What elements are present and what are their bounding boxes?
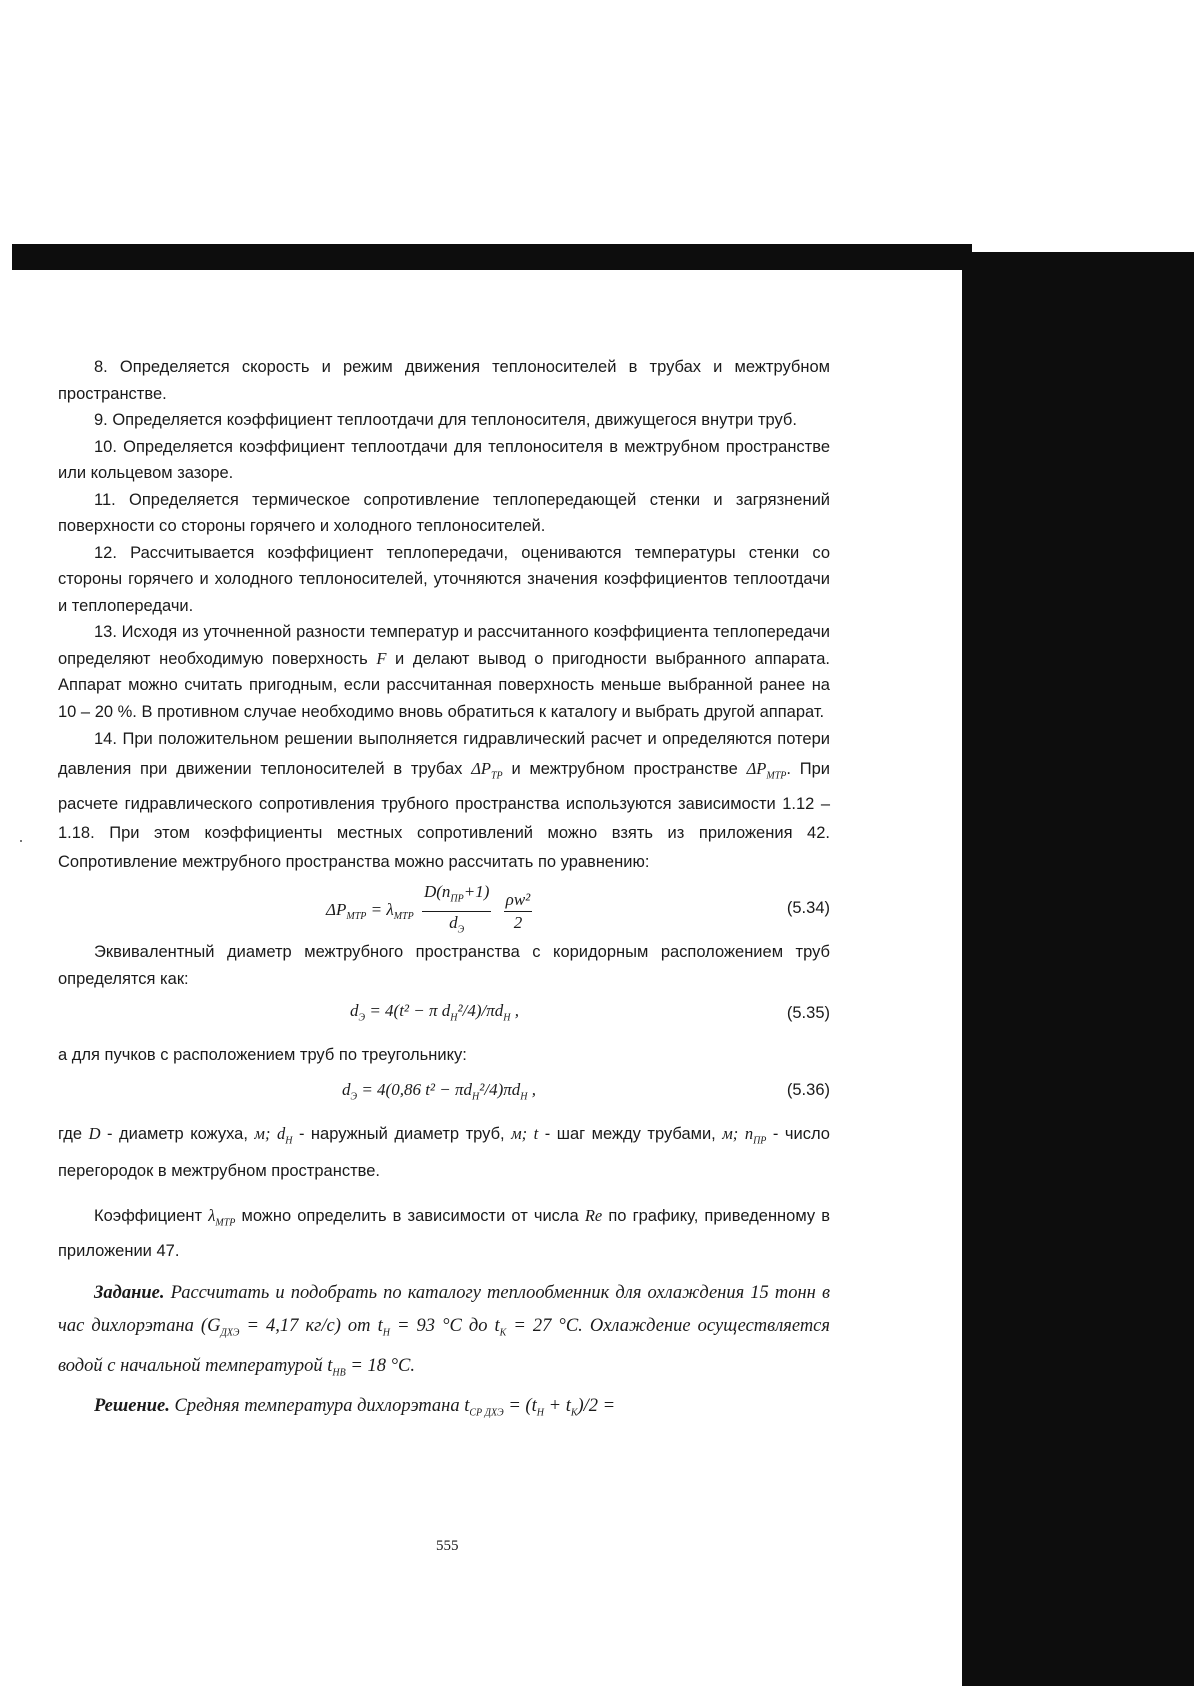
page-content xyxy=(58,354,830,1429)
fraction-d-npr: $\frac{D(n_{ПР}+1)}{d_Э}$ xyxy=(423,882,490,936)
paragraph-14: 14. При положительном решении выполняется гидравлический расчет и определяются потери давления при движении теплоносителей в трубах $\Delta P_{ТР}$ и межтрубном пространстве $\Delta P_{МТР}$. При расчете гидравлического сопротивления трубного пространства используются зависимости 1.12 – 1.18. При этом коэффициенты местных сопротивлений можно взять из приложения 42. Сопротивление межтрубного пространства можно рассчитать по уравнению: xyxy=(58,730,830,872)
scan-border-top xyxy=(12,244,972,270)
paragraph-10: 10. Определяется коэффициент теплоотдачи для теплоносителя в межтрубном пространстве или кольцевом зазоре. xyxy=(58,437,830,482)
paragraph-equivalent-diameter: Эквивалентный диаметр межтрубного пространства с коридорным расположением труб определятся как: xyxy=(58,943,830,988)
solution-paragraph: Решение. Средняя температура дихлорэтана $t_{СР ДХЭ} = (t_Н + t_К)/2$ = xyxy=(94,1395,616,1419)
paragraph-coefficient: Коэффициент $\lambda_{МТР}$ можно определить в зависимости от числа Re по графику, приведенному в приложении 47. xyxy=(58,1206,830,1261)
page-number: 555 xyxy=(436,1538,459,1554)
formula-5-36: $d_Э = 4(0,86$ $t^2 - \pi d_Н^2/4)\pi d_Н$ , (5.36) xyxy=(58,1069,830,1115)
equation-number-5-35: (5.35) xyxy=(786,1004,830,1023)
fraction-rho-w: $\frac{\text{ρw²}}{2}$ xyxy=(505,889,531,932)
paragraph-triangle: а для пучков с расположением труб по треугольнику: xyxy=(58,1046,467,1065)
scan-border-right xyxy=(962,252,1194,1686)
formula-5-34: $\Delta P_{МТР} = \lambda_{МТР}$ $\frac{D(n_{ПР}+1)}{d_Э}$ $\frac{\text{ρw²}}{2}$ (5.34) xyxy=(58,877,830,939)
task-label: Задание. xyxy=(94,1283,165,1304)
equation-number-5-36: (5.36) xyxy=(786,1080,830,1099)
paragraph-9: 9. Определяется коэффициент теплоотдачи для теплоносителя, движущегося внутри труб. xyxy=(94,411,797,429)
paragraph-8: 8. Определяется скорость и режим движения теплоносителей в трубах и межтрубном пространстве. xyxy=(58,358,830,403)
variable-dp-tr: $\Delta P_{ТР}$ xyxy=(471,759,503,782)
paragraph-12: 12. Рассчитывается коэффициент теплопередачи, оцениваются температуры стенки со стороны горячего и холодного теплоносителей, уточняются значения коэффициентов теплоотдачи и теплопередачи. xyxy=(58,543,830,615)
paragraph-where: где D - диаметр кожуха, м; $d_Н$ - наружный диаметр труб, м; t - шаг между трубами, м; $n_{ПР}$ - число перегородок в межтрубном пространстве. xyxy=(58,1123,830,1181)
equation-number-5-34: (5.34) xyxy=(786,899,830,918)
variable-F: F xyxy=(376,648,387,668)
scan-speck xyxy=(20,840,22,842)
solution-label: Решение. xyxy=(94,1395,170,1416)
task-paragraph: Задание. Рассчитать и подобрать по каталогу теплообменник для охлаждения 15 тонн в час дихлорэтана ($G_{ДХЭ} = 4,17$ кг/с) от $t_Н = 93$ °С до $t_К = 27$ °С. Охлаждение осуществляется водой с начальной температурой $t_{НВ} = 18$ °С. xyxy=(58,1283,830,1379)
paragraph-11: 11. Определяется термическое сопротивление теплопередающей стенки и загрязнений поверхности со стороны горячего и холодного теплоносителей. xyxy=(58,490,830,535)
variable-dp-mtr: $\Delta P_{МТР}$ xyxy=(746,759,787,782)
formula-5-35: $d_Э = 4(t^2 - \pi$ $d_Н^2/4)/\pi d_Н$ , (5.35) xyxy=(58,992,830,1036)
paragraph-13: 13. Исходя из уточненной разности температур и рассчитанного коэффициента теплопередачи определяют необходимую поверхность F и делают вывод о пригодности выбранного аппарата. Аппарат можно считать пригодным, если рассчитанная поверхность меньше выбранной ранее на 10 – 20 %. В противном случае необходимо вновь обратиться к каталогу и выбрать другой аппарат. xyxy=(58,623,830,721)
